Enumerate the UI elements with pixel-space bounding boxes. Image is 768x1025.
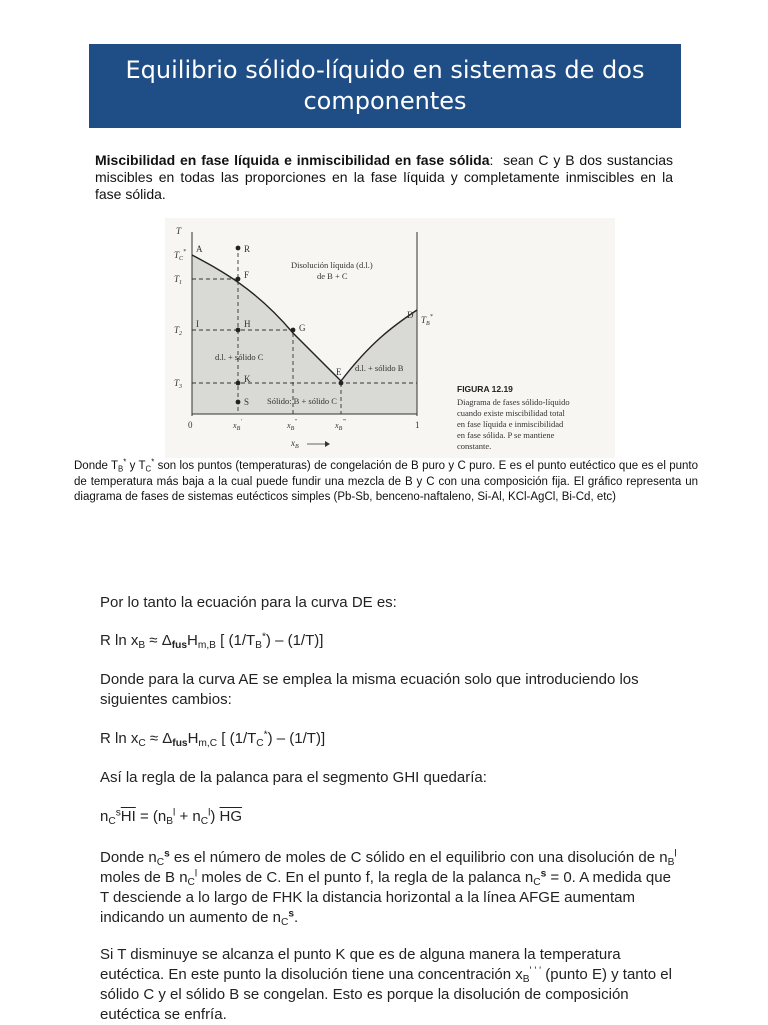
point-H-dot [236, 328, 241, 333]
point-K-dot [236, 381, 241, 386]
eq2-part-d: [ (1/T [217, 730, 257, 747]
t2-label [174, 325, 182, 337]
t3-sub: 3 [179, 384, 183, 390]
region-right-label: d.l. + sólido B [355, 363, 404, 373]
xb-double-prime-mark: '' [294, 419, 297, 425]
xb-double-prime-symbol: x [287, 421, 291, 430]
paragraph-curve-de: Por lo tanto la ecuación para la curva DE es: [100, 594, 397, 611]
eq1-sub-b: B [138, 640, 146, 652]
eq2-part-b: ≈ Δ [145, 730, 173, 747]
caption-line-3: en fase líquida e inmiscibilidad [457, 419, 564, 429]
eq2-part-a: R ln x [100, 730, 139, 747]
x-axis-symbol: x [291, 438, 295, 448]
eq2-star: * [263, 729, 268, 741]
p5-part-b: (punto E) y tanto el sólido C y el sólido B se congelan. Esto es porque la disolución de composición eutéctica se enfría. [100, 966, 672, 1023]
eq2-part-e: ) – (1/T)] [267, 730, 326, 747]
tb-star: * [429, 314, 433, 320]
p4-sup-l: l [674, 848, 677, 860]
eq1-part-a: R ln x [100, 632, 139, 649]
intro-heading: Miscibilidad en fase líquida e inmiscibilidad en fase sólida [95, 152, 490, 168]
caption-line-2: cuando existe miscibilidad total [457, 408, 565, 418]
eq1-star: * [261, 631, 266, 643]
point-G-label: G [299, 323, 306, 333]
x-axis-arrow-head [325, 441, 330, 447]
p4-sub-c3: C [533, 877, 541, 889]
eq2-part-c: H [187, 730, 199, 747]
caption-title: FIGURA 12.19 [457, 384, 513, 394]
note-sub-b: B [118, 464, 124, 474]
figure-note [74, 459, 698, 506]
t3-label [174, 378, 182, 390]
note-text-2: y T [126, 460, 146, 472]
tb-sub: B [426, 321, 430, 327]
p4-sub-b: B [667, 857, 675, 869]
x-axis-sub: B [295, 444, 299, 450]
equation-lever-rule [100, 807, 680, 827]
region-left-label: d.l. + sólido C [215, 352, 264, 362]
point-S-dot [236, 400, 241, 405]
eq3-mid: = (n [135, 808, 167, 825]
p4-part-c: moles de B n [100, 869, 188, 886]
t2-symbol: T [174, 325, 180, 335]
point-R-dot [236, 246, 241, 251]
point-H-label: H [244, 319, 251, 329]
eq3-plus: + n [175, 808, 201, 825]
y-axis-label: T [176, 226, 182, 236]
page-title: Equilibrio sólido-líquido en sistemas de dos componentes [89, 44, 681, 128]
xb-triple-prime-sub: B [338, 426, 343, 432]
eq3-sup-s: s [115, 807, 121, 819]
point-F-dot [236, 277, 241, 282]
eq2-sub-fus: fus [172, 738, 188, 750]
p4-sub-c4: C [280, 917, 289, 929]
equation-ae [100, 729, 680, 749]
p4-sup-s3: s [288, 908, 295, 920]
eq3-sub-c2: C [200, 816, 209, 828]
eq3-segment-hg: $\overline{HG}$ [219, 808, 243, 825]
point-G-dot [291, 328, 296, 333]
eq2-sub-mc: m,C [198, 738, 218, 750]
eq1-sub-mb: m,B [197, 640, 216, 652]
note-sub-c: C [145, 464, 152, 474]
intro-paragraph: Miscibilidad en fase líquida e inmiscibilidad en fase sólida: sean C y B dos sustancias miscibles en todas las proporciones en la fase líquida y completamente inmiscibles en la fase sólida. [95, 152, 674, 202]
xb-triple-prime-label [334, 419, 347, 432]
p4-sub-c2: C [187, 877, 195, 889]
x-axis-label [290, 438, 299, 450]
x-zero-label: 0 [188, 420, 193, 430]
xb-triple-prime-symbol: x [335, 421, 339, 430]
equation-de [100, 631, 680, 651]
tc-symbol: T [174, 250, 180, 260]
paragraph-lever-rule: Así la regla de la palanca para el segmento GHI quedaría: [100, 769, 487, 786]
point-A-label: A [196, 244, 203, 254]
p5-part-a: Si T disminuye se alcanza el punto K que es de alguna manera la temperatura eutéctica. En este punto la disolución tiene una concentración x [100, 946, 621, 983]
paragraph-curve-ae: Donde para la curva AE se emplea la misma ecuación solo que introduciendo los siguientes cambios: [100, 671, 639, 708]
t3-symbol: T [174, 378, 180, 388]
eq2-sub-c: C [138, 738, 146, 750]
eq1-part-d: [ (1/T [215, 632, 256, 649]
t1-sub: 1 [179, 280, 183, 286]
point-S-label: S [244, 397, 250, 407]
point-K-label: K [244, 374, 251, 384]
xb-double-prime-sub: B [290, 426, 295, 432]
point-E-dot [339, 381, 344, 386]
note-text-1: Donde T [74, 460, 119, 472]
eq3-sub-b: B [166, 816, 174, 828]
xb-prime-symbol: x [233, 421, 237, 430]
p5-sup-primes: ' ' ' [529, 965, 542, 977]
intro-text: sean C y B dos sustancias miscibles en todas las proporciones en la fase líquida y completamente inmiscibles en la fase sólida. [95, 152, 674, 202]
xb-prime-mark: ' [240, 419, 242, 425]
note-star-b: * [123, 457, 127, 467]
t1-symbol: T [174, 274, 180, 284]
p4-part-a: Donde n [100, 849, 157, 866]
t2-sub: 2 [179, 331, 183, 337]
p4-sup-s2: s [540, 868, 547, 880]
eq1-part-e: ) – (1/T)] [265, 632, 324, 649]
note-star-c: * [151, 457, 155, 467]
point-R-label: R [244, 244, 251, 254]
point-E-label: E [336, 367, 342, 377]
p4-part-e: = 0. A medida que T desciende a lo largo de FHK la distancia horizontal a la línea AFGE aumentam indicando un aumento de n [100, 869, 671, 926]
xb-prime-label [232, 419, 242, 432]
paragraph-eutectic [100, 945, 680, 1025]
p4-sup-l2: l [194, 868, 198, 880]
tb-label [421, 314, 433, 327]
xb-triple-prime-mark: ''' [342, 419, 347, 425]
point-F-label: F [244, 270, 250, 280]
point-D-label: D [407, 310, 414, 320]
region-solid-label: Sólido: B + sólido C [267, 396, 337, 406]
p4-sub-c: C [156, 857, 165, 869]
eq1-sub-fus: fus [171, 640, 188, 652]
t1-label [174, 274, 182, 286]
note-text-3: son los puntos (temperaturas) de congelación de B puro y C puro. E es el punto eutéctico que es el punto de temperatura más baja a la cual puede fundir una mezcla de B y C con una composición fija. El gráfico representa un diagrama de fases de sistemas eutécticos simples (Pb-Sb, benceno-naftaleno, Si-Al, KCl-AgCl, Bi-Cd, etc) [74, 460, 698, 503]
eq1-sub-b2: B [255, 640, 262, 652]
eq3-sup-l: l [173, 807, 176, 819]
tc-label [174, 249, 186, 262]
eq3-sup-l2: l [208, 807, 211, 819]
tb-symbol: T [421, 315, 427, 325]
p5-sub-b: B [522, 974, 530, 986]
p4-part-d: moles de C. En el punto f, la regla de la palanca n [197, 869, 534, 886]
eq3-n: n [100, 808, 109, 825]
p4-sup-s: s [164, 848, 170, 860]
phase-diagram-svg [165, 218, 615, 458]
caption-line-4: en fase sólida. P se mantiene [457, 430, 555, 440]
region-liquid-line1: Disolución líquida (d.l.) [291, 260, 373, 270]
caption-line-1: Diagrama de fases sólido-líquido [457, 397, 570, 407]
tc-sub: C [179, 256, 184, 262]
x-one-label: 1 [415, 420, 420, 430]
p4-part-f: . [294, 909, 299, 926]
eq1-part-c: H [187, 632, 198, 649]
eq3-close: ) [210, 808, 220, 825]
p4-part-b: es el número de moles de C sólido en el equilibrio con una disolución de n [169, 849, 668, 866]
xb-double-prime-label [286, 419, 298, 432]
phase-diagram-figure [165, 218, 615, 458]
eq2-sub-c2: C [256, 738, 264, 750]
eq3-segment-hi: $\overline{HI}$ [120, 808, 136, 825]
tc-star: * [183, 249, 187, 255]
eq3-sub-c: C [108, 816, 116, 828]
caption-line-5: constante. [457, 441, 492, 451]
paragraph-moles [100, 848, 680, 928]
xb-prime-sub: B [236, 426, 241, 432]
region-liquid-line2: de B + C [317, 271, 348, 281]
point-I-label: I [196, 319, 199, 329]
eq1-part-b: ≈ Δ [145, 632, 172, 649]
